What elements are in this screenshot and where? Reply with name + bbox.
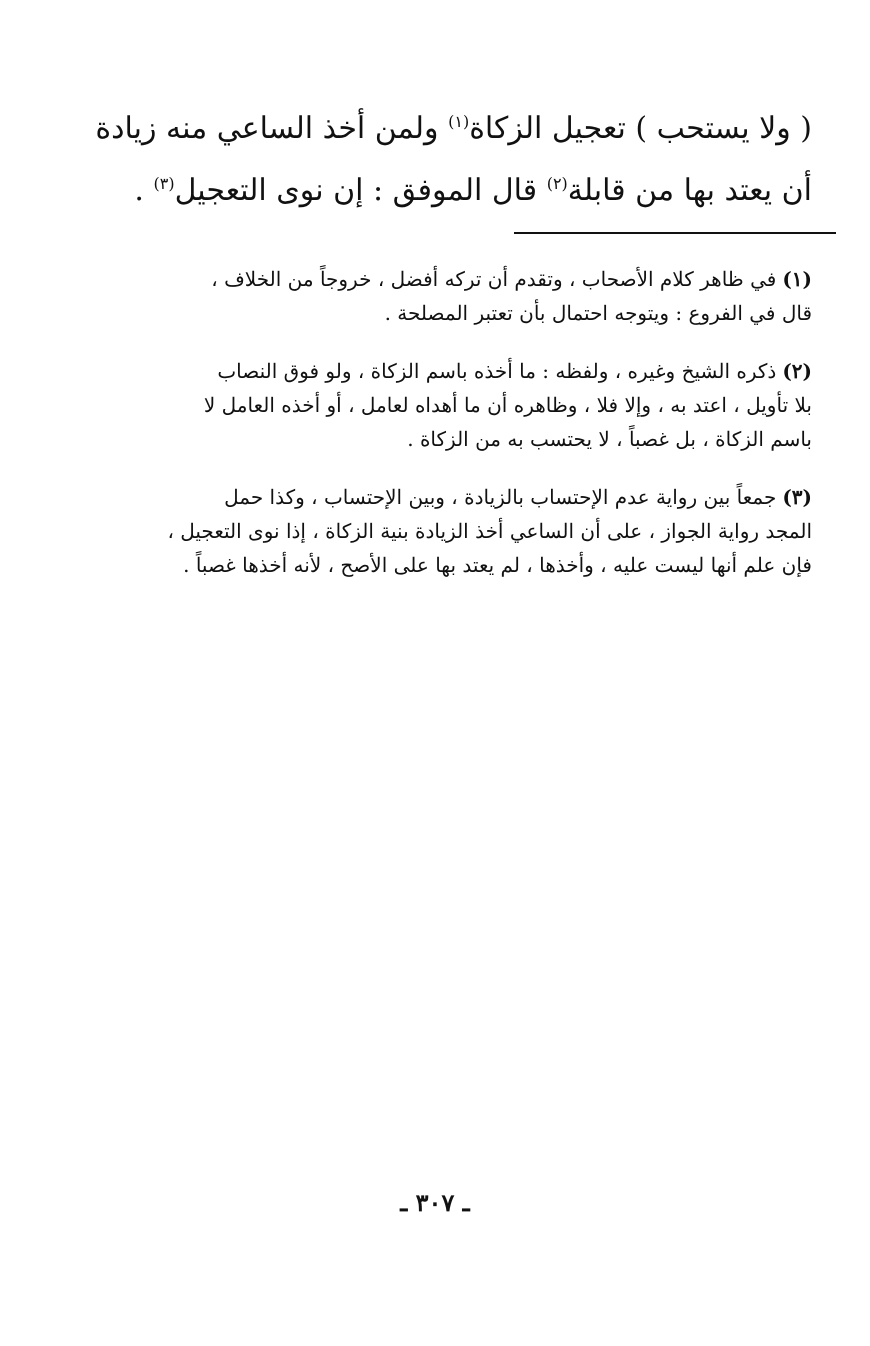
footnote-line — [98, 480, 812, 514]
footnote-divider — [514, 232, 836, 234]
main-line-1-part-a: ( ولا يستحب ) تعجيل الزكاة — [469, 111, 812, 146]
footnote-text: ذكره الشيخ وغيره ، ولفظه : ما أخذه باسم الزكاة ، ولو فوق النصاب — [217, 359, 777, 383]
footnote-number: (١) — [782, 267, 812, 291]
footnote-ref-1: (١) — [448, 112, 470, 131]
footnote-number: (٢) — [782, 359, 812, 383]
footnotes-section — [98, 262, 812, 606]
footnote-ref-2: (٢) — [546, 174, 568, 193]
footnote-1 — [98, 262, 812, 330]
footnote-line: فإن علم أنها ليست عليه ، وأخذها ، لم يعتد بها على الأصح ، لأنه أخذها غصباً . — [183, 553, 812, 577]
main-line-2-part-c: . — [134, 173, 154, 208]
page-number: ـ ٣٠٧ ـ — [400, 1188, 470, 1217]
main-line-2 — [98, 160, 812, 222]
main-text-block — [95, 98, 812, 222]
footnote-line: المجد رواية الجواز ، على أن الساعي أخذ الزيادة بنية الزكاة ، إذا نوى التعجيل ، — [167, 519, 812, 543]
footnote-line: قال في الفروع : ويتوجه احتمال بأن تعتبر المصلحة . — [384, 301, 812, 325]
footnote-3 — [98, 480, 812, 582]
footnote-ref-3: (٣) — [153, 174, 175, 193]
main-line-2-part-a: أن يعتد بها من قابلة — [567, 173, 812, 208]
footnote-2 — [98, 354, 812, 456]
footnote-number: (٣) — [782, 485, 812, 509]
footnote-line: باسم الزكاة ، بل غصباً ، لا يحتسب به من الزكاة . — [407, 427, 812, 451]
main-line-2-part-b: قال الموفق : إن نوى التعجيل — [174, 173, 547, 208]
main-line-1 — [95, 98, 812, 160]
footnote-text: جمعاً بين رواية عدم الإحتساب بالزيادة ، وبين الإحتساب ، وكذا حمل — [224, 485, 777, 509]
footnote-line — [98, 262, 812, 296]
footnote-line: بلا تأويل ، اعتد به ، وإلا فلا ، وظاهره أن ما أهداه لعامل ، أو أخذه العامل لا — [203, 393, 812, 417]
footnote-line — [98, 354, 812, 388]
footnote-text: في ظاهر كلام الأصحاب ، وتقدم أن تركه أفضل ، خروجاً من الخلاف ، — [211, 267, 777, 291]
main-line-1-part-b: ولمن أخذ الساعي منه زيادة — [95, 111, 449, 146]
